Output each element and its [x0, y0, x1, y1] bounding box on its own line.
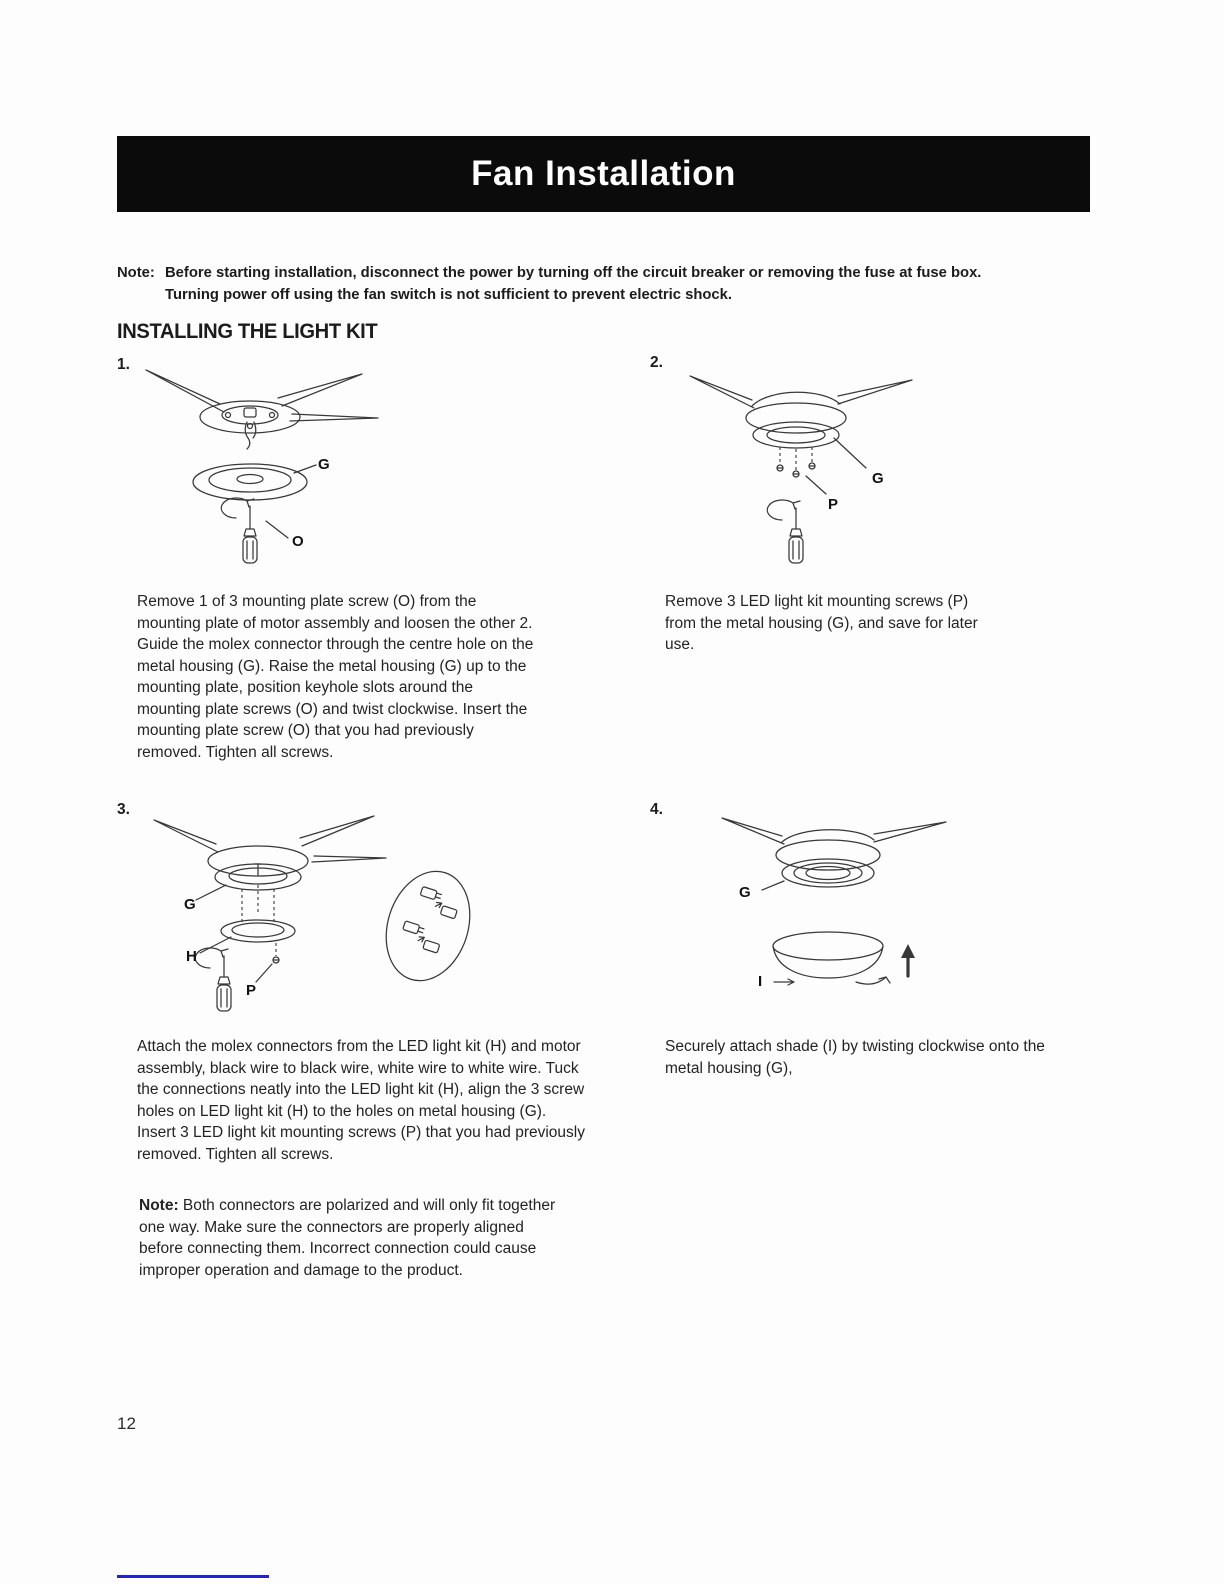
note-label: Note: [117, 265, 155, 281]
step-1-number: 1. [117, 356, 130, 373]
step-2-number: 2. [650, 354, 663, 371]
callout-label-i: I [758, 973, 763, 990]
page-number: 12 [117, 1414, 136, 1433]
callout-label-g: G [318, 456, 330, 473]
page-title: Fan Installation [471, 154, 736, 193]
callout-label-g: G [872, 470, 884, 487]
fan-diagram-step-4 [660, 806, 1060, 1041]
step-3-note-text: Both connectors are polarized and will only fit together one way. Make sure the connectors are properly aligned before connecting them. Incorrect connection could cause improper operation and damage to the product. [139, 1197, 556, 1279]
step-3-note [139, 1195, 559, 1281]
note-line-2: Turning power off using the fan switch is not sufficient to prevent electric shock. [165, 287, 732, 303]
fan-diagram-step-2 [660, 358, 1040, 583]
callout-label-g: G [739, 884, 751, 901]
step-4-number: 4. [650, 801, 663, 818]
callout-label-h: H [186, 948, 197, 965]
step-3-text: Attach the molex connectors from the LED light kit (H) and motor assembly, black wire to black wire, white wire to white wire. Tuck the connections neatly into the LED light kit (H), align the 3 screw holes on LED light kit (H) to the holes on metal housing (G). Insert 3 LED light kit mounting screws (P) that you had previously removed. Tighten all screws. [137, 1038, 585, 1163]
step-3-number: 3. [117, 801, 130, 818]
callout-label-o: O [292, 533, 304, 550]
step-1-illustration [130, 360, 530, 585]
step-2-illustration [660, 358, 1040, 583]
step-4-text: Securely attach shade (I) by twisting clockwise onto the metal housing (G), [665, 1038, 1045, 1077]
fan-diagram-step-3 [130, 806, 530, 1041]
callout-label-p: P [828, 496, 839, 513]
power-warning-note [117, 262, 1097, 306]
fan-diagram-step-1 [130, 360, 530, 585]
step-4-illustration [660, 806, 1060, 1041]
section-heading: INSTALLING THE LIGHT KIT [117, 320, 378, 343]
footer-rule [117, 1575, 269, 1578]
note-line-1: Before starting installation, disconnect the power by turning off the circuit breaker or removing the fuse at fuse box. [165, 265, 982, 281]
step-1-text: Remove 1 of 3 mounting plate screw (O) from the mounting plate of motor assembly and loosen the other 2. Guide the molex connector through the centre hole on the metal housing (G). Raise the metal housing (G) up to the mounting plate, position keyhole slots around the mounting plate screws (O) and twist clockwise. Insert the mounting plate screw (O) that you had previously removed. Tighten all screws. [137, 593, 534, 761]
step-3-illustration [130, 806, 530, 1041]
title-banner [117, 136, 1090, 212]
step-3-note-label: Note: [139, 1197, 183, 1214]
step-2-text: Remove 3 LED light kit mounting screws (P) from the metal housing (G), and save for later use. [665, 593, 978, 653]
callout-label-g: G [184, 896, 196, 913]
callout-label-p: P [246, 982, 257, 999]
